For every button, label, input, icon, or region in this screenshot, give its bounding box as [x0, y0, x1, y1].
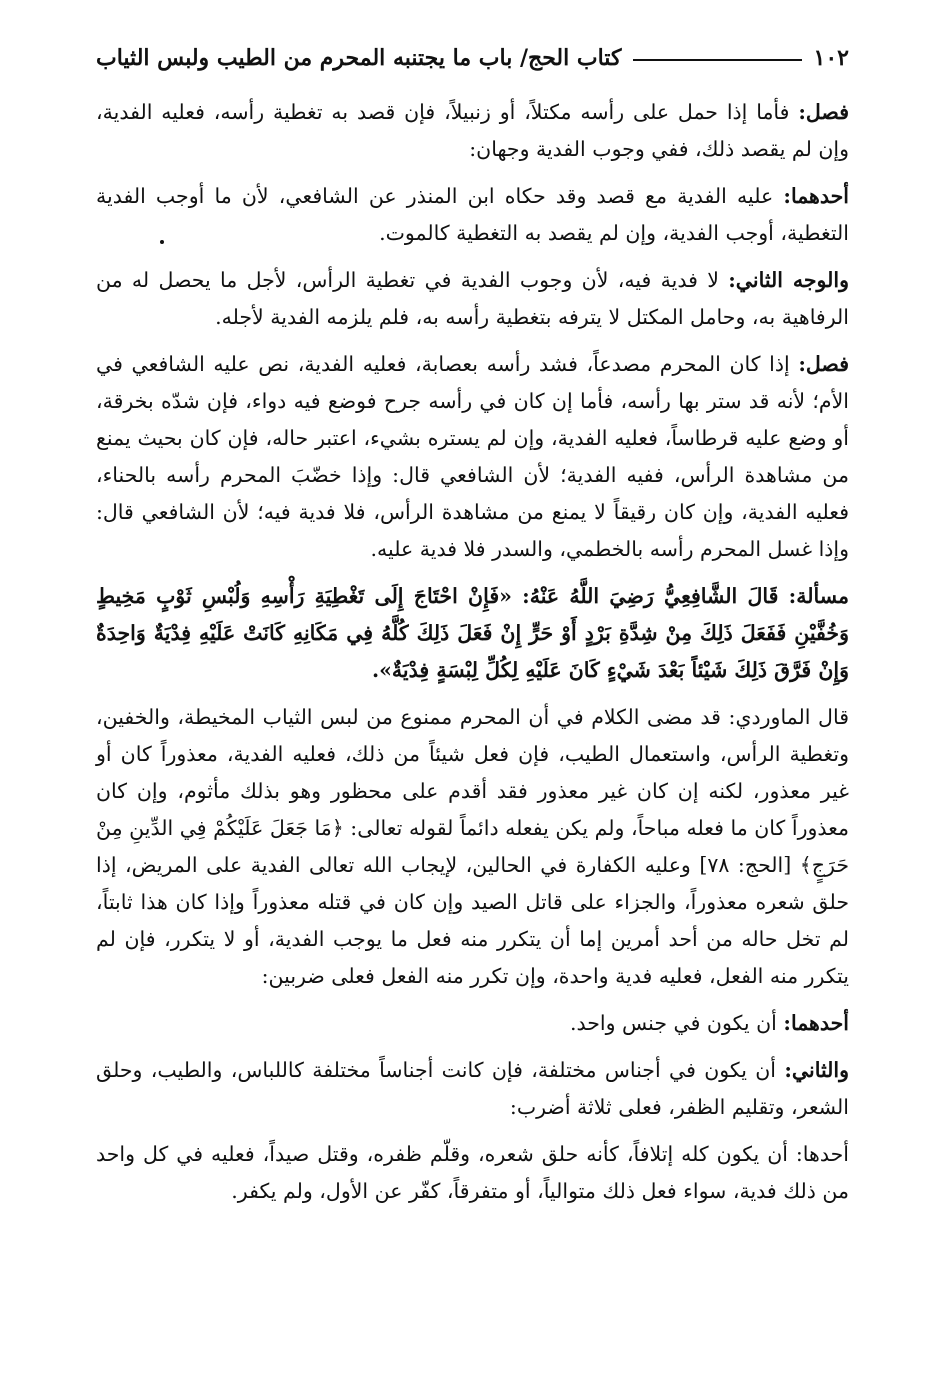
paragraph-lead: فصل: — [798, 100, 849, 124]
paragraph — [96, 262, 849, 336]
paragraph-lead: مسألة: قَالَ الشَّافِعِيُّ — [664, 584, 849, 608]
page-body — [96, 94, 849, 1210]
paragraph-lead: والوجه الثاني: — [728, 268, 849, 292]
paragraph-text: أحدها: أن يكون كله إتلافاً، كأنه حلق شعره، وقلّم ظفره، وقتل صيداً، فعليه في كل واحد من ذلك فدية، سواء فعل ذلك متوالياً، أو متفرقاً، كفّر عن الأول، ولم يكفر. — [96, 1142, 849, 1203]
header-rule — [633, 59, 801, 61]
paragraph — [96, 94, 849, 168]
paragraph-text: فأما إذا حمل على رأسه مكتلاً، أو زنبيلاً، فإن قصد به تغطية رأسه، فعليه الفدية، وإن لم يقصد ذلك، ففي وجوب الفدية وجهان: — [96, 100, 849, 161]
paragraph — [96, 1005, 849, 1042]
paragraph-text: أن يكون في أجناس مختلفة، فإن كانت أجناساً مختلفة كاللباس، والطيب، وحلق الشعر، وتقليم الظفر، فعلى ثلاثة أضرب: — [96, 1058, 849, 1119]
paragraph-text: أن يكون في جنس واحد. — [569, 1011, 784, 1035]
paragraph-text: قال الماوردي: قد مضى الكلام في أن المحرم ممنوع من لبس الثياب المخيطة، والخفين، وتغطية الرأس، واستعمال الطيب، فإن فعل شيئاً من ذلك، فعليه الفدية، معذوراً كان أو غير معذور، لكنه إن كان غير معذور فقد أقدم على محظور وهو بذلك مأثوم، وإن كان معذوراً كان ما فعله مباحاً، ولم يكن يفعله دائماً لقوله تعالى: ﴿مَا جَعَلَ عَلَيْكُمْ فِي الدِّينِ مِنْ حَرَجٍ﴾ [الحج: ٧٨] وعليه الكفارة في الحالين، لإيجاب الله تعالى الفدية على المريض، إذا حلق شعره معذوراً، والجزاء على قاتل الصيد وإن كان في قتله معذوراً وإذا كان هذا ثابتاً، لم تخل حاله من أحد أمرين إما أن يتكرر منه فعل ما يوجب الفدية، أو لا يتكرر، فإن لم يتكرر منه الفعل، فعليه فدية واحدة، وإن تكرر منه الفعل فعلى ضربين: — [96, 705, 849, 988]
print-speck — [160, 240, 164, 244]
page-title: كتاب الحج/ باب ما يجتنبه المحرم من الطيب ولبس الثياب — [96, 45, 622, 71]
paragraph-text: لا فدية فيه، لأن وجوب الفدية في تغطية الرأس، لأجل ما يحصل له من الرفاهية به، وحامل المكتل لا يترفه بتغطية رأسه به، فلم يلزمه الفدية لأجله. — [96, 268, 849, 329]
page-header — [96, 36, 849, 80]
paragraph-lead: والثاني: — [784, 1058, 849, 1082]
paragraph — [96, 1136, 849, 1210]
paragraph — [96, 1052, 849, 1126]
paragraph-text: إذا كان المحرم مصدعاً، فشد رأسه بعصابة، فعليه الفدية، نص عليه الشافعي في الأم؛ لأنه قد ستر بها رأسه، فأما إن كان في رأسه جرح فوضع فيه دواء، فإن شدّه بخرقة، أو وضع عليه قرطاساً، فعليه الفدية، وإن لم يستره بشيء، اعتبر حاله، فإن كان بحيث يمنع من مشاهدة الرأس، ففيه الفدية؛ لأن الشافعي قال: وإذا خضّبَ المحرم رأسه بالحناء، فعليه الفدية، وإن كان رقيقاً لا يمنع من مشاهدة الرأس، فلا فدية فيه؛ لأن الشافعي قال: وإذا غسل المحرم رأسه بالخطمي، والسدر فلا فدية عليه. — [96, 352, 849, 561]
paragraph-text: رَضِيَ اللَّهُ عَنْهُ: «فَإِنْ احْتَاجَ إِلَى تَغْطِيَةِ رَأْسِهِ وَلُبْسِ ثَوْبٍ مَخِيطٍ وَخُفَّيْنِ فَفَعَلَ ذَلِكَ مِنْ شِدَّةِ بَرْدٍ أَوْ حَرٍّ إِنْ فَعَلَ ذَلِكَ كُلَّهُ فِي مَكَانِهِ كَانَتْ عَلَيْهِ فِدْيَةٌ وَاحِدَةٌ وَإِنْ فَرَّقَ ذَلِكَ شَيْئاً بَعْدَ شَيْءٍ كَانَ عَلَيْهِ لِكُلِّ لِبْسَةٍ فِدْيَةٌ». — [96, 584, 849, 682]
paragraph — [96, 178, 849, 252]
paragraph-masala — [96, 578, 849, 689]
paragraph-lead: فصل: — [798, 352, 849, 376]
paragraph — [96, 699, 849, 995]
paragraph-text: عليه الفدية مع قصد وقد حكاه ابن المنذر عن الشافعي، لأن ما أوجب الفدية التغطية، أوجب الفدية، وإن لم يقصد به التغطية كالموت. — [96, 184, 849, 245]
paragraph-lead: أحدهما: — [783, 184, 849, 208]
paragraph-lead: أحدهما: — [783, 1011, 849, 1035]
page-number: ١٠٢ — [813, 45, 849, 71]
paragraph — [96, 346, 849, 568]
